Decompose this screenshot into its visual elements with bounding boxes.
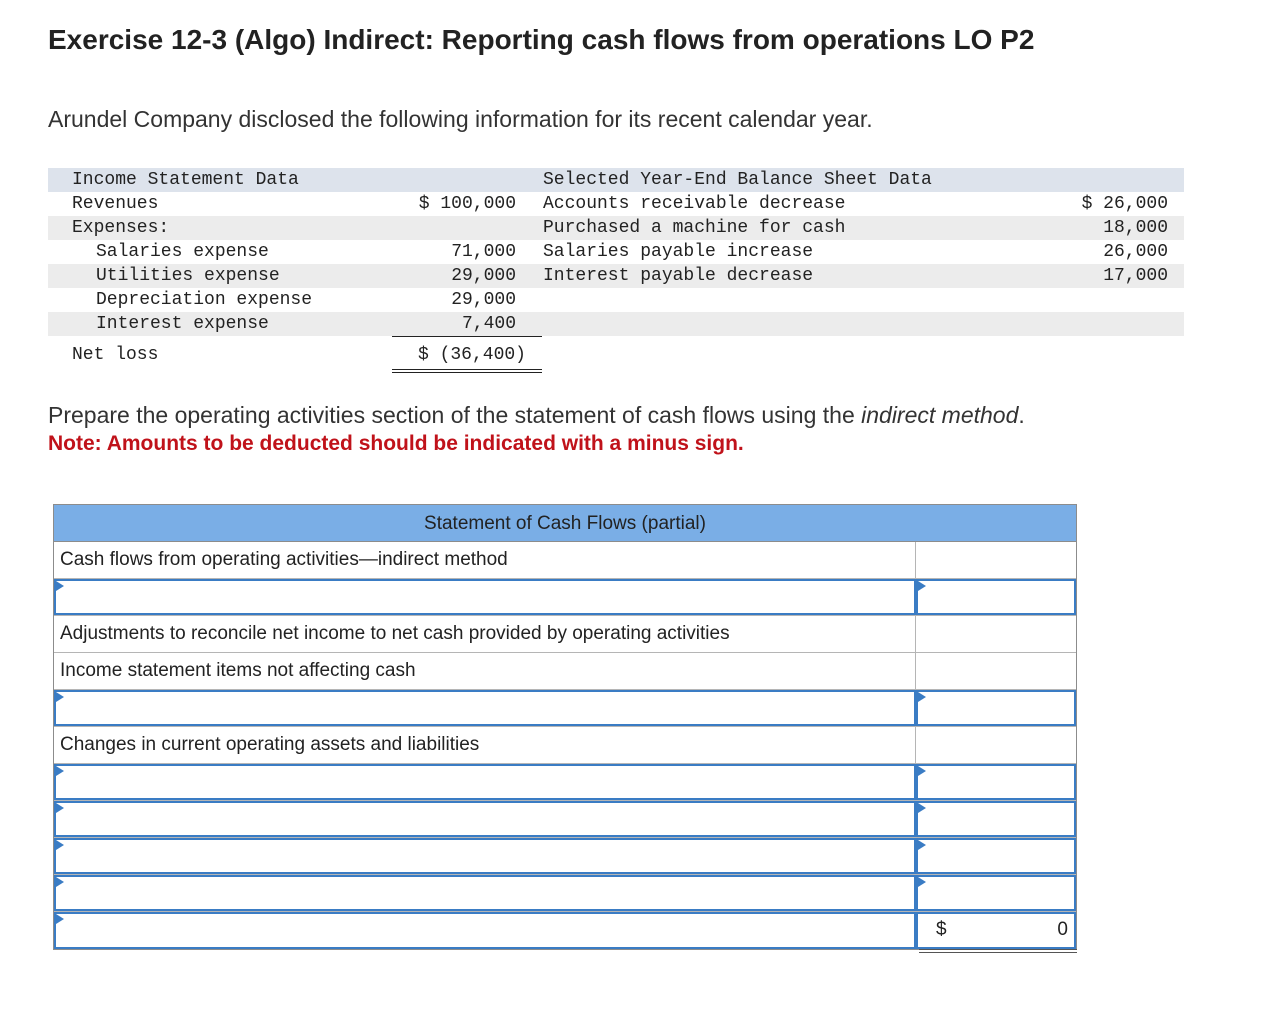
instruction-text — [48, 402, 1025, 429]
dropdown-marker-icon — [918, 766, 926, 776]
total-rule-top — [392, 369, 542, 370]
expense-label: Salaries expense — [96, 242, 269, 262]
dropdown-marker-icon — [918, 840, 926, 850]
changes-value-cell — [916, 727, 1076, 763]
dropdown-marker-icon — [918, 877, 926, 887]
net-income-input-row — [54, 579, 1076, 616]
change-label-input[interactable] — [54, 838, 916, 874]
dropdown-marker-icon — [918, 692, 926, 702]
total-value-cell — [916, 912, 1076, 949]
changes-row — [54, 727, 1076, 764]
minus-sign-note: Note: Amounts to be deducted should be indicated with a minus sign. — [48, 432, 744, 455]
dropdown-marker-icon — [56, 581, 64, 591]
instruction-prefix: Prepare the operating activities section of the statement of cash flows using the — [48, 402, 862, 428]
noncash-label-input[interactable] — [54, 690, 916, 726]
balance-item-label: Interest payable decrease — [543, 266, 814, 286]
balance-item-label: Purchased a machine for cash — [543, 218, 846, 238]
page-title: Exercise 12-3 (Algo) Indirect: Reporting cash flows from operations LO P2 — [48, 24, 1035, 55]
net-loss-label: Net loss — [72, 345, 159, 365]
dropdown-marker-icon — [56, 840, 64, 850]
currency-symbol: $ — [936, 919, 947, 940]
change-amount-input[interactable] — [916, 838, 1076, 874]
instruction-suffix: . — [1018, 402, 1025, 428]
total-amount: 0 — [1057, 919, 1068, 940]
total-rule-bottom — [392, 372, 542, 373]
noncash-amount-input[interactable] — [916, 690, 1076, 726]
change-input-row — [54, 801, 1076, 838]
changes-label: Changes in current operating assets and liabilities — [54, 727, 916, 763]
expense-value: 7,400 — [461, 314, 516, 334]
change-label-input[interactable] — [54, 801, 916, 837]
cash-flow-statement-table — [53, 504, 1077, 950]
given-data-block — [48, 168, 1184, 376]
section-label: Cash flows from operating activities—indirect method — [54, 542, 916, 578]
total-double-underline — [919, 949, 1077, 953]
expense-label: Utilities expense — [96, 266, 280, 286]
balance-item-value: 26,000 — [1103, 242, 1168, 262]
net-loss-value: $ (36,400) — [417, 345, 526, 365]
net-income-amount-input[interactable] — [916, 579, 1076, 615]
adjustments-label: Adjustments to reconcile net income to net cash provided by operating activities — [54, 616, 916, 652]
dropdown-marker-icon — [918, 803, 926, 813]
total-row — [54, 912, 1076, 949]
change-input-row — [54, 875, 1076, 912]
subtotal-rule — [392, 336, 542, 337]
change-label-input[interactable] — [54, 764, 916, 800]
revenues-label: Revenues — [72, 194, 159, 214]
total-label-input[interactable] — [54, 912, 916, 949]
change-label-input[interactable] — [54, 875, 916, 911]
balance-item-value: 18,000 — [1103, 218, 1168, 238]
dropdown-marker-icon — [56, 766, 64, 776]
dropdown-marker-icon — [56, 803, 64, 813]
net-income-label-input[interactable] — [54, 579, 916, 615]
change-amount-input[interactable] — [916, 764, 1076, 800]
cash-flow-table-title: Statement of Cash Flows (partial) — [54, 505, 1076, 542]
change-amount-input[interactable] — [916, 801, 1076, 837]
expenses-label: Expenses: — [72, 218, 170, 238]
expense-value: 71,000 — [451, 242, 516, 262]
noncash-input-row — [54, 690, 1076, 727]
expense-label: Interest expense — [96, 314, 269, 334]
noncash-items-label: Income statement items not affecting cash — [54, 653, 916, 689]
change-input-row — [54, 838, 1076, 875]
dropdown-marker-icon — [56, 692, 64, 702]
balance-item-label: Accounts receivable decrease — [543, 194, 846, 214]
noncash-items-value-cell — [916, 653, 1076, 689]
expense-value: 29,000 — [451, 266, 516, 286]
intro-text: Arundel Company disclosed the following information for its recent calendar year. — [48, 106, 873, 132]
section-value-cell — [916, 542, 1076, 578]
instruction-emphasis: indirect method — [861, 402, 1019, 428]
balance-item-value: $ 26,000 — [1081, 194, 1168, 214]
dropdown-marker-icon — [918, 581, 926, 591]
balance-item-label: Salaries payable increase — [543, 242, 814, 262]
balance-item-value: 17,000 — [1103, 266, 1168, 286]
adjustments-value-cell — [916, 616, 1076, 652]
noncash-items-row — [54, 653, 1076, 690]
revenues-value: $ 100,000 — [418, 194, 516, 214]
change-amount-input[interactable] — [916, 875, 1076, 911]
expense-value: 29,000 — [451, 290, 516, 310]
dropdown-marker-icon — [56, 877, 64, 887]
dropdown-marker-icon — [56, 914, 64, 924]
expense-label: Depreciation expense — [96, 290, 313, 310]
balance-sheet-heading: Selected Year-End Balance Sheet Data — [543, 170, 932, 190]
change-input-row — [54, 764, 1076, 801]
section-row — [54, 542, 1076, 579]
income-statement-heading: Income Statement Data — [72, 170, 299, 190]
adjustments-row — [54, 616, 1076, 653]
